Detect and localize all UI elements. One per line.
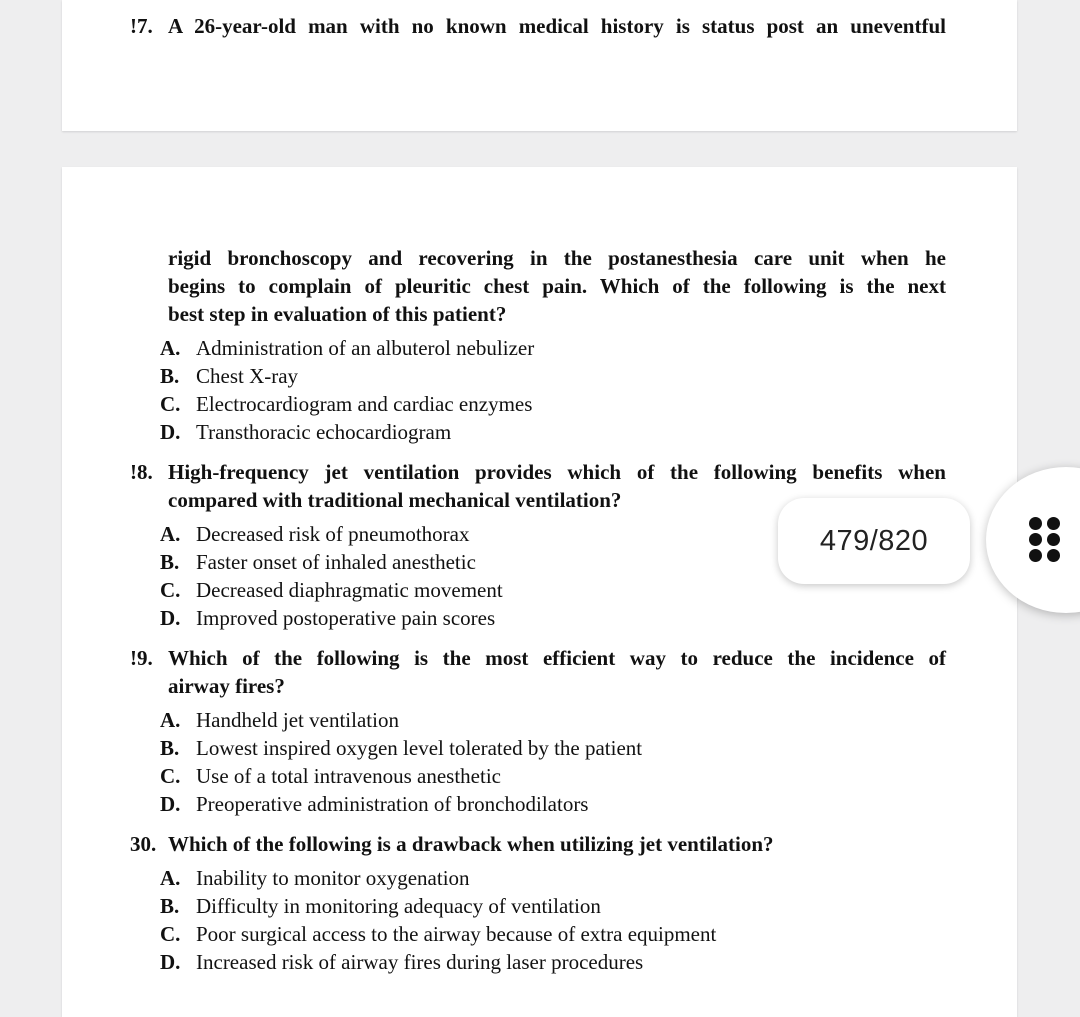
option-text: Preoperative administration of bronchodilators: [196, 792, 589, 816]
question-number: !9.: [130, 646, 153, 670]
option-30-b: [160, 892, 601, 920]
question-text-line: compared with traditional mechanical ventilation?: [168, 488, 622, 512]
option-27-b: [160, 362, 298, 390]
option-28-c: [160, 576, 503, 604]
option-29-d: [160, 790, 588, 818]
option-letter: D.: [160, 792, 181, 816]
pdf-page-top: [62, 0, 1017, 131]
question-number: 30.: [130, 832, 157, 856]
option-text: Chest X-ray: [196, 364, 299, 388]
option-letter: A.: [160, 522, 181, 546]
option-letter: B.: [160, 364, 180, 388]
option-letter: B.: [160, 894, 180, 918]
page-counter[interactable]: 479/820: [778, 498, 970, 584]
question-text-line: best step in evaluation of this patient?: [168, 302, 507, 326]
pdf-page-main: [62, 167, 1017, 1017]
option-27-d: [160, 418, 451, 446]
option-text: Increased risk of airway fires during laser procedures: [196, 950, 644, 974]
option-27-a: [160, 334, 534, 362]
option-text: Poor surgical access to the airway because of extra equipment: [196, 922, 717, 946]
question-text-line: rigid bronchoscopy and recovering in the postanesthesia care unit when he: [168, 246, 946, 270]
question-number: !8.: [130, 460, 153, 484]
option-letter: D.: [160, 606, 181, 630]
option-text: Faster onset of inhaled anesthetic: [196, 550, 476, 574]
option-letter: A.: [160, 336, 181, 360]
option-text: Improved postoperative pain scores: [196, 606, 496, 630]
option-letter: D.: [160, 950, 181, 974]
option-letter: C.: [160, 922, 181, 946]
option-text: Administration of an albuterol nebulizer: [196, 336, 535, 360]
option-letter: C.: [160, 764, 181, 788]
option-30-c: [160, 920, 716, 948]
option-letter: B.: [160, 550, 180, 574]
more-vertical-icon: [1029, 517, 1063, 563]
option-letter: C.: [160, 392, 181, 416]
option-text: Decreased risk of pneumothorax: [196, 522, 470, 546]
question-text-line: Which of the following is the most efficient way to reduce the incidence of: [168, 646, 946, 670]
option-29-a: [160, 706, 399, 734]
option-text: Difficulty in monitoring adequacy of ventilation: [196, 894, 601, 918]
option-29-c: [160, 762, 501, 790]
question-text-line: A 26-year-old man with no known medical history is status post an uneventful: [168, 14, 946, 38]
option-30-a: [160, 864, 470, 892]
option-28-b: [160, 548, 476, 576]
question-text-line: Which of the following is a drawback when utilizing jet ventilation?: [168, 832, 774, 856]
option-text: Lowest inspired oxygen level tolerated by the patient: [196, 736, 643, 760]
option-text: Decreased diaphragmatic movement: [196, 578, 503, 602]
question-number: !7.: [130, 14, 153, 38]
question-text-line: High-frequency jet ventilation provides which of the following benefits when: [168, 460, 946, 484]
question-text-line: airway fires?: [168, 674, 285, 698]
option-letter: A.: [160, 866, 181, 890]
option-27-c: [160, 390, 532, 418]
option-letter: C.: [160, 578, 181, 602]
option-letter: D.: [160, 420, 181, 444]
option-text: Transthoracic echocardiogram: [196, 420, 452, 444]
option-28-d: [160, 604, 495, 632]
option-letter: A.: [160, 708, 181, 732]
option-text: Inability to monitor oxygenation: [196, 866, 470, 890]
option-28-a: [160, 520, 469, 548]
option-29-b: [160, 734, 642, 762]
option-text: Electrocardiogram and cardiac enzymes: [196, 392, 533, 416]
option-30-d: [160, 948, 643, 976]
option-letter: B.: [160, 736, 180, 760]
option-text: Handheld jet ventilation: [196, 708, 399, 732]
option-text: Use of a total intravenous anesthetic: [196, 764, 501, 788]
question-text-line: begins to complain of pleuritic chest pain. Which of the following is the next: [168, 274, 946, 298]
